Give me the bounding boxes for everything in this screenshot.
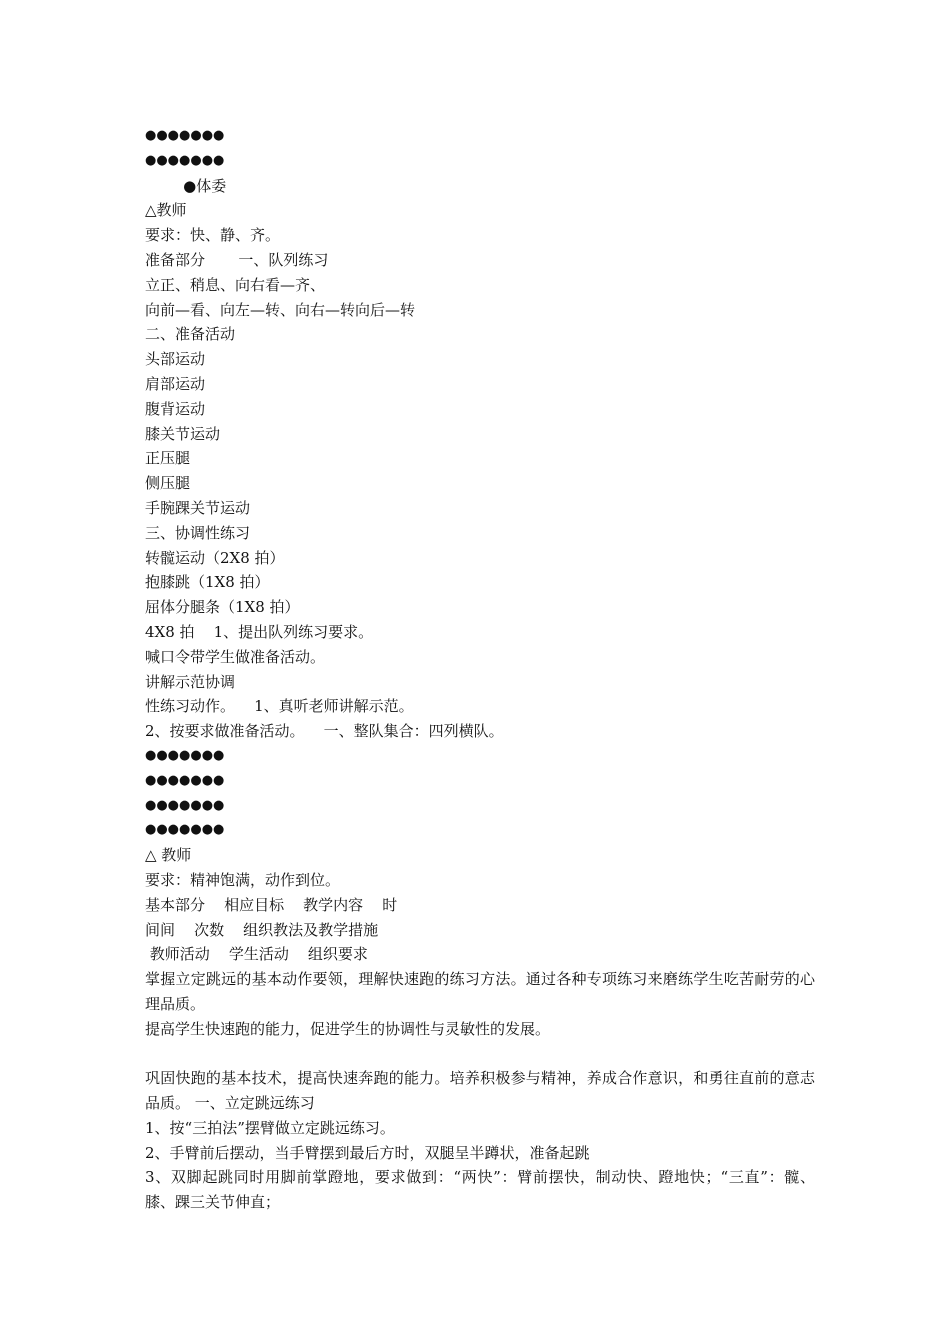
text-line: 喊口令带学生做准备活动。 [145, 647, 326, 666]
objective-paragraph: 巩固快跑的基本技术，提高快速奔跑的能力。培养积极参与精神，养成合作意识，和勇往直前的意志品质。 一、立定跳远练习 [145, 1069, 815, 1113]
warmup-item: 头部运动 [145, 350, 206, 369]
warmup-item: 肩部运动 [145, 374, 206, 393]
teacher-marker: △ 教师 [145, 846, 192, 865]
table-header-line: 教师活动 学生活动 组织要求 [145, 945, 368, 964]
document-body [145, 124, 815, 1215]
warmup-item: 正压腿 [145, 449, 191, 468]
table-header-line: 基本部分 相应目标 教学内容 时 [145, 895, 398, 914]
section-heading-prep: 准备部分 一、队列练习 [145, 250, 329, 269]
objective-paragraph: 掌握立定跳远的基本动作要领，理解快速跑的练习方法。通过各种专项练习来磨练学生吃苦耐劳的心理品质。 [145, 970, 815, 1013]
formation-row-2: ●●●●●●● [145, 152, 225, 168]
requirement-line: 要求：快、静、齐。 [145, 226, 281, 245]
exercise-step: 1、按“三拍法”摆臂做立定跳远练习。 [145, 1118, 395, 1137]
drill-line-1: 立正、稍息、向右看—齐、 [145, 275, 326, 294]
formation-row-5: ●●●●●●● [145, 797, 225, 813]
section-heading-coordination: 三、协调性练习 [145, 523, 251, 542]
coordination-item: 转髋运动（2X8 拍） [145, 548, 285, 567]
formation-row-4: ●●●●●●● [145, 772, 225, 788]
warmup-item: 腹背运动 [145, 399, 206, 418]
formation-row-6: ●●●●●●● [145, 822, 225, 838]
formation-row-1: ●●●●●●● [145, 128, 225, 143]
warmup-item: 手腕踝关节运动 [145, 498, 251, 517]
warmup-item: 膝关节运动 [145, 424, 221, 443]
text-line: 讲解示范协调 [145, 672, 236, 691]
blank-line [145, 1041, 815, 1066]
requirement-line: 要求：精神饱满，动作到位。 [145, 870, 341, 889]
exercise-step: 2、手臂前后摆动，当手臂摆到最后方时，双腿呈半蹲状，准备起跳 [145, 1143, 590, 1162]
text-line: 4X8 拍 1、提出队列练习要求。 [145, 622, 374, 641]
table-header-line: 间间 次数 组织教法及教学措施 [145, 920, 379, 939]
objective-line: 提高学生快速跑的能力，促进学生的协调性与灵敏性的发展。 [145, 1019, 551, 1038]
text-line: 2、按要求做准备活动。 一、整队集合：四列横队。 [145, 722, 504, 741]
coordination-item: 屈体分腿条（1X8 拍） [145, 598, 300, 617]
teacher-marker: △教师 [145, 201, 187, 220]
section-heading-warmup: 二、准备活动 [145, 325, 236, 344]
drill-line-2: 向前—看、向左—转、向右—转向后—转 [145, 300, 416, 319]
warmup-item: 侧压腿 [145, 474, 191, 493]
coordination-item: 抱膝跳（1X8 拍） [145, 573, 270, 592]
text-line: 性练习动作。 1、真听老师讲解示范。 [145, 697, 414, 716]
formation-row-3: ●●●●●●● [145, 747, 225, 763]
class-monitor-marker: ●体委 [145, 176, 227, 195]
exercise-step-paragraph: 3、双脚起跳同时用脚前掌蹬地，要求做到：“两快”：臂前摆快，制动快、蹬地快；“三直”：髋、膝、踝三关节伸直； [145, 1168, 815, 1212]
